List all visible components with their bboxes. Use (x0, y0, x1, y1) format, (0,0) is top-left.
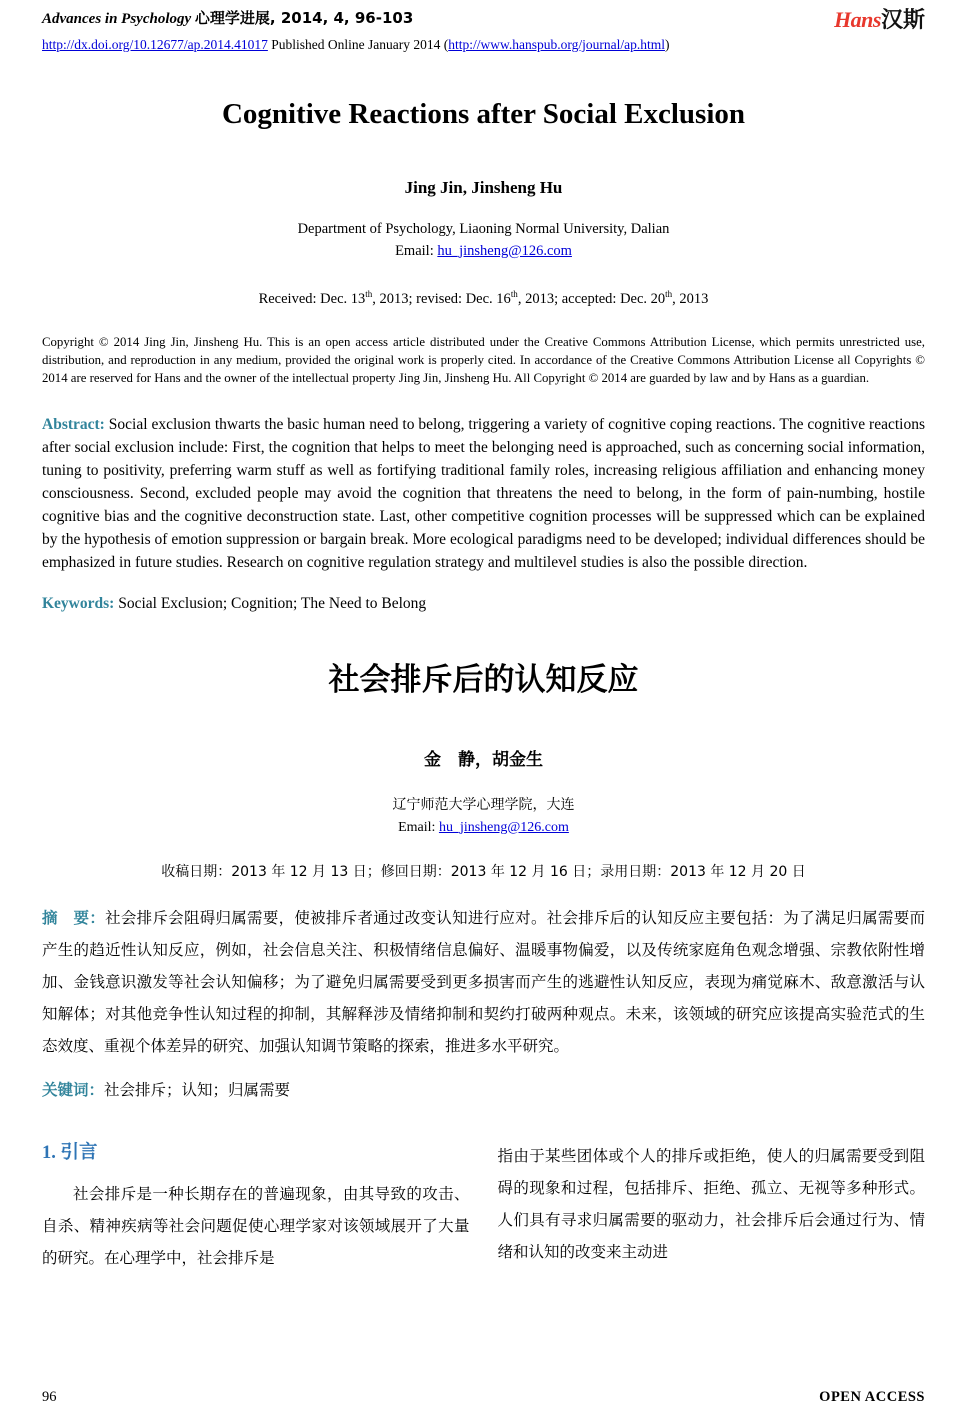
abstract-text: Social exclusion thwarts the basic human need to belong, triggering a variety of cognitive coping reactions. The cognitive reactions after social exclusion include: First, the cognition that helps to meet the belonging need is approached, such as concerning social information, tuning to positivity, preferring warm stuff as well as fortifying traditional family roles, increasing religious affiliation and enhancing money consciousness. Second, excluded people may avoid the cognition that threatens the need to belong, in the form of pain-numbing, hostile cognitive bias and the cognitive deconstruction state. Last, other competitive cognition processes will be suppressed which can be explained by the hypothesis of emotion suppression or bargain break. More ecological paradigms need to be developed; individual differences should be emphasized in future studies. Research on cognitive regulation strategy and multilevel studies is also the possible direction. (42, 415, 925, 571)
email-link[interactable]: hu_jinsheng@126.com (437, 243, 572, 259)
hans-logo (834, 8, 925, 33)
chinese-keywords-text: 社会排斥；认知；归属需要 (104, 1080, 291, 1099)
authors: Jing Jin, Jinsheng Hu (404, 178, 563, 197)
chinese-email-label: Email: (398, 819, 439, 835)
published-online-close: ) (664, 37, 670, 52)
hans-logo-chinese: 汉斯 (880, 8, 925, 33)
column-left (42, 1140, 470, 1274)
open-access-label: OPEN ACCESS (819, 1389, 925, 1405)
dates-line (42, 285, 925, 309)
journal-info (42, 8, 413, 29)
journal-homepage-link[interactable]: http://www.hanspub.org/journal/ap.html (448, 37, 665, 52)
chinese-email-line (42, 818, 925, 837)
keywords-label: Keywords: (42, 594, 115, 612)
published-online-text: Published Online January 2014 ( (271, 37, 449, 52)
chinese-authors: 金 静，胡金生 (424, 749, 543, 770)
abstract-label: Abstract: (42, 415, 105, 433)
section-1-paragraph-right: 指由于某些团体或个人的排斥或拒绝，使人的归属需要受到阻碍的现象和过程，包括排斥、拒绝、孤立、无视等多种形式。人们具有寻求归属需要的驱动力，社会排斥后会通过行为、情绪和认知的改变来主动进 (497, 1146, 925, 1261)
abstract-paragraph (42, 413, 925, 574)
chinese-dates-line: 收稿日期：2013 年 12 月 13 日；修回日期：2013 年 12 月 16 日；录用日期：2013 年 12 月 20 日 (161, 863, 806, 880)
doi-line (42, 35, 925, 54)
column-right (498, 1140, 926, 1274)
paper-title: Cognitive Reactions after Social Exclusion (221, 98, 746, 130)
received-text: Received: Dec. 13 (258, 290, 366, 307)
page-number: 96 (42, 1389, 57, 1405)
email-line (42, 242, 925, 261)
journal-name-chinese: 心理学进展, 2014, 4, 96-103 (194, 9, 414, 27)
email-label: Email: (395, 243, 438, 259)
revised-text: , 2013; revised: Dec. 16 (372, 290, 511, 307)
section-1 (42, 1140, 925, 1274)
chinese-email-link[interactable]: hu_jinsheng@126.com (438, 819, 569, 835)
keywords-text: Social Exclusion; Cognition; The Need to Belong (114, 594, 427, 612)
chinese-keywords-line (42, 1078, 925, 1100)
page-header (42, 8, 925, 33)
year-text: , 2013 (672, 290, 709, 307)
page-footer (42, 1389, 925, 1406)
chinese-abstract-text: 社会排斥会阻碍归属需要，使被排斥者通过改变认知进行应对。社会排斥后的认知反应主要包括：为了满足归属需要而产生的趋近性认知反应，例如，社会信息关注、积极情绪信息偏好、温暖事物偏爱，以及传统家庭角色观念增强、宗教依附性增加、金钱意识激发等社会认知偏移；为了避免归属需要受到更多损害而产生的逃避性认知反应，表现为痛觉麻木、敌意激活与认知解体；对其他竞争性认知过程的抑制，其解释涉及情绪抑制和契约打破两种观点。未来，该领域的研究应该提高实验范式的生态效度、重视个体差异的研究、加强认知调节策略的探索，推进多水平研究。 (42, 908, 925, 1055)
doi-link[interactable]: http://dx.doi.org/10.12677/ap.2014.41017 (42, 37, 268, 52)
section-1-heading: 1. 引言 (42, 1142, 98, 1163)
keywords-line (42, 592, 925, 615)
chinese-abstract-paragraph (42, 902, 925, 1062)
two-column-body (42, 1140, 925, 1274)
chinese-affiliation: 辽宁师范大学心理学院，大连 (392, 796, 575, 813)
section-1-paragraph-left: 社会排斥是一种长期存在的普遍现象，由其导致的攻击、自杀、精神疾病等社会问题促使心理学家对该领域展开了大量的研究。在心理学中，社会排斥是 (42, 1184, 470, 1267)
ordinal-sup: th (665, 289, 673, 299)
accepted-text: , 2013; accepted: Dec. 20 (517, 290, 666, 307)
hans-logo-text: Hans (834, 7, 881, 32)
journal-name-english: Advances in Psychology (42, 11, 192, 27)
chinese-title: 社会排斥后的认知反应 (328, 661, 639, 698)
ordinal-sup: th (365, 289, 373, 299)
ordinal-sup: th (510, 289, 518, 299)
chinese-abstract-label: 摘 要： (42, 908, 106, 927)
chinese-keywords-label: 关键词： (42, 1080, 105, 1099)
copyright-notice: Copyright © 2014 Jing Jin, Jinsheng Hu. This is an open access article distributed under the Creative Commons Attribution License, which permits unrestricted use, distribution, and reproduction in any medium, provided the original work is properly cited. In accordance of the Creative Commons Attribution License all Copyrights © 2014 are reserved for Hans and the owner of the intellectual property Jing Jin, Jinsheng Hu. All Copyright © 2014 are guarded by law and by Hans as a guardian. (42, 334, 925, 385)
affiliation: Department of Psychology, Liaoning Normal University, Dalian (297, 221, 670, 237)
